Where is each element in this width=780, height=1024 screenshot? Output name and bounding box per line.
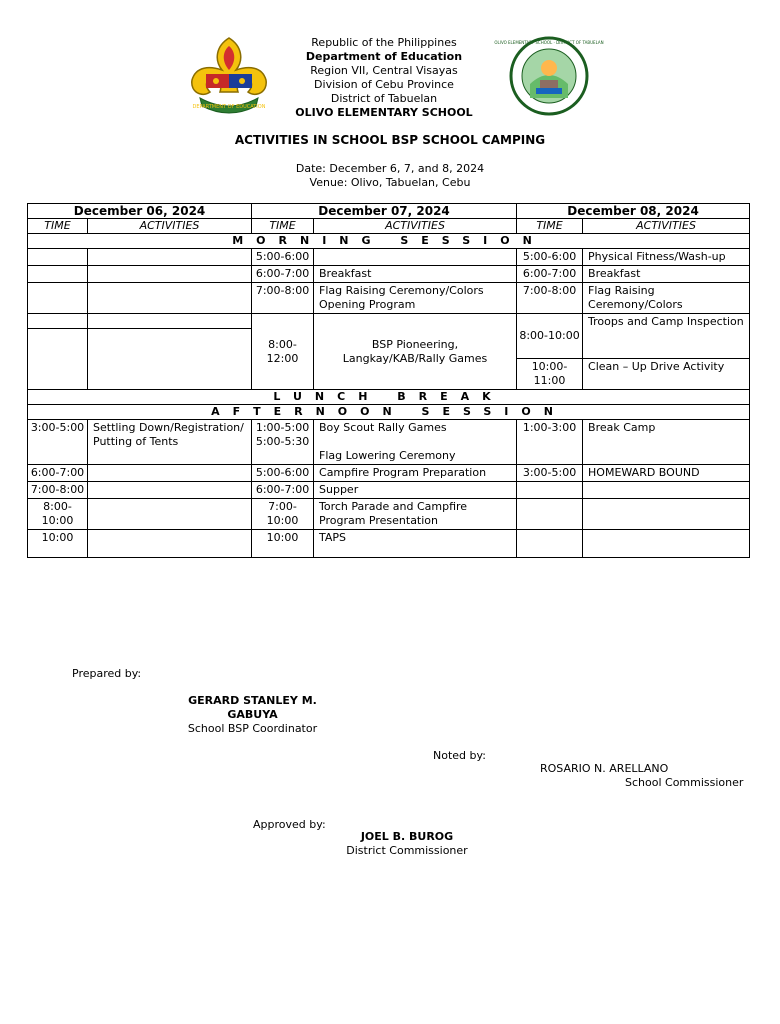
time-cell: 8:00-12:00	[252, 314, 314, 390]
activity-cell: Breakfast	[583, 266, 750, 283]
time-cell: 10:00	[252, 530, 314, 558]
activity-cell: Supper	[314, 482, 517, 499]
schedule-table	[27, 203, 750, 558]
activity-cell	[88, 329, 252, 390]
time-cell: 6:00-7:00	[252, 482, 314, 499]
activity-cell: Campfire Program Preparation	[314, 465, 517, 482]
activity-text: Flag Lowering Ceremony	[319, 449, 456, 462]
document-title: ACTIVITIES IN SCHOOL BSP SCHOOL CAMPING	[234, 133, 546, 147]
morning-session-row	[28, 234, 750, 249]
republic-line: Republic of the Philippines	[311, 36, 457, 49]
time-cell: 3:00-5:00	[517, 465, 583, 482]
activity-cell: Flag Raising Ceremony/Colors	[583, 283, 750, 314]
activity-cell: Clean – Up Drive Activity	[583, 359, 750, 390]
date-text: Date: December 6, 7, and 8, 2024	[295, 162, 485, 175]
table-row	[28, 530, 750, 558]
activity-cell	[583, 499, 750, 530]
table-row	[28, 283, 750, 314]
time-cell	[252, 420, 314, 465]
activities-header: ACTIVITIES	[583, 219, 750, 234]
table-row	[28, 420, 750, 465]
table-row	[28, 314, 750, 329]
activity-cell: TAPS	[314, 530, 517, 558]
activity-cell	[88, 314, 252, 329]
seal-ring-text: OLIVO ELEMENTARY SCHOOL · DISTRICT OF TABUELAN	[494, 40, 604, 45]
activity-cell	[88, 465, 252, 482]
activity-cell	[88, 266, 252, 283]
activity-cell	[88, 249, 252, 266]
time-text: 5:00-5:30	[255, 435, 310, 448]
afternoon-session-label: AFTERNOON SESSION	[28, 405, 750, 420]
activity-cell: HOMEWARD BOUND	[583, 465, 750, 482]
approved-by-label: Approved by:	[253, 818, 326, 831]
time-cell	[517, 530, 583, 558]
time-cell	[28, 249, 88, 266]
table-row	[28, 465, 750, 482]
time-cell	[28, 314, 88, 329]
district-line: District of Tabuelan	[330, 92, 438, 105]
time-cell: 10:00-11:00	[517, 359, 583, 390]
activity-cell	[583, 482, 750, 499]
time-cell: 6:00-7:00	[517, 266, 583, 283]
school-name: OLIVO ELEMENTARY SCHOOL	[295, 106, 473, 119]
activity-cell	[88, 283, 252, 314]
time-cell: 7:00-8:00	[517, 283, 583, 314]
lunch-break-row	[28, 390, 750, 405]
prepared-by-name: GERARD STANLEY M. GABUYA	[188, 694, 317, 721]
table-row	[28, 482, 750, 499]
approved-by-title: District Commissioner	[346, 844, 468, 857]
activity-cell: Physical Fitness/Wash-up	[583, 249, 750, 266]
time-cell: 1:00-3:00	[517, 420, 583, 465]
department-line: Department of Education	[305, 50, 463, 63]
activity-cell: Flag Raising Ceremony/Colors Opening Program	[314, 283, 517, 314]
approved-by-block	[340, 830, 474, 858]
letterhead	[0, 36, 768, 120]
lunch-break-label: LUNCH BREAK	[28, 390, 750, 405]
table-row	[28, 266, 750, 283]
noted-by-title: School Commissioner	[625, 776, 744, 789]
time-cell: 8:00-10:00	[28, 499, 88, 530]
time-header: TIME	[517, 219, 583, 234]
day3-header: December 08, 2024	[517, 204, 750, 219]
activity-cell	[314, 420, 517, 465]
time-cell: 5:00-6:00	[252, 465, 314, 482]
time-cell: 7:00-8:00	[28, 482, 88, 499]
activity-text: Boy Scout Rally Games	[319, 421, 447, 434]
activities-header: ACTIVITIES	[314, 219, 517, 234]
region-line: Region VII, Central Visayas	[310, 64, 458, 77]
time-cell	[517, 499, 583, 530]
afternoon-session-row	[28, 405, 750, 420]
activity-cell: Torch Parade and Campfire Program Presentation	[314, 499, 517, 530]
time-cell: 6:00-7:00	[252, 266, 314, 283]
table-row	[28, 249, 750, 266]
date-venue	[0, 162, 780, 190]
seal-ribbon-text: DEPARTMENT OF EDUCATION	[192, 104, 266, 110]
activity-cell	[88, 530, 252, 558]
activity-cell: BSP Pioneering, Langkay/KAB/Rally Games	[314, 314, 517, 390]
activity-cell: Breakfast	[314, 266, 517, 283]
time-cell	[28, 329, 88, 390]
noted-by-name: ROSARIO N. ARELLANO	[540, 762, 669, 775]
time-cell: 3:00-5:00	[28, 420, 88, 465]
time-header: TIME	[28, 219, 88, 234]
activity-cell	[88, 482, 252, 499]
time-cell: 6:00-7:00	[28, 465, 88, 482]
time-header: TIME	[252, 219, 314, 234]
noted-by-label: Noted by:	[433, 749, 486, 762]
time-cell	[28, 283, 88, 314]
activity-cell: Break Camp	[583, 420, 750, 465]
time-cell: 8:00-10:00	[517, 314, 583, 359]
prepared-by-label: Prepared by:	[72, 667, 142, 680]
venue-text: Venue: Olivo, Tabuelan, Cebu	[309, 176, 471, 189]
prepared-by-block	[166, 694, 339, 736]
day1-header: December 06, 2024	[28, 204, 252, 219]
time-text: 1:00-5:00	[255, 421, 310, 434]
activity-cell	[88, 499, 252, 530]
column-header-row	[28, 219, 750, 234]
activity-cell: Troops and Camp Inspection	[583, 314, 750, 359]
activity-cell: Settling Down/Registration/ Putting of Tents	[88, 420, 252, 465]
prepared-by-title: School BSP Coordinator	[187, 722, 318, 735]
morning-session-label: MORNING SESSION	[28, 234, 750, 249]
activity-cell	[583, 530, 750, 558]
time-cell: 10:00	[28, 530, 88, 558]
time-cell: 5:00-6:00	[517, 249, 583, 266]
activities-header: ACTIVITIES	[88, 219, 252, 234]
time-cell: 7:00-8:00	[252, 283, 314, 314]
day-header-row	[28, 204, 750, 219]
time-cell: 5:00-6:00	[252, 249, 314, 266]
approved-by-name: JOEL B. BUROG	[360, 830, 454, 843]
table-row	[28, 499, 750, 530]
day2-header: December 07, 2024	[252, 204, 517, 219]
activity-cell	[314, 249, 517, 266]
time-cell: 7:00-10:00	[252, 499, 314, 530]
division-line: Division of Cebu Province	[314, 78, 454, 91]
time-cell	[517, 482, 583, 499]
time-cell	[28, 266, 88, 283]
